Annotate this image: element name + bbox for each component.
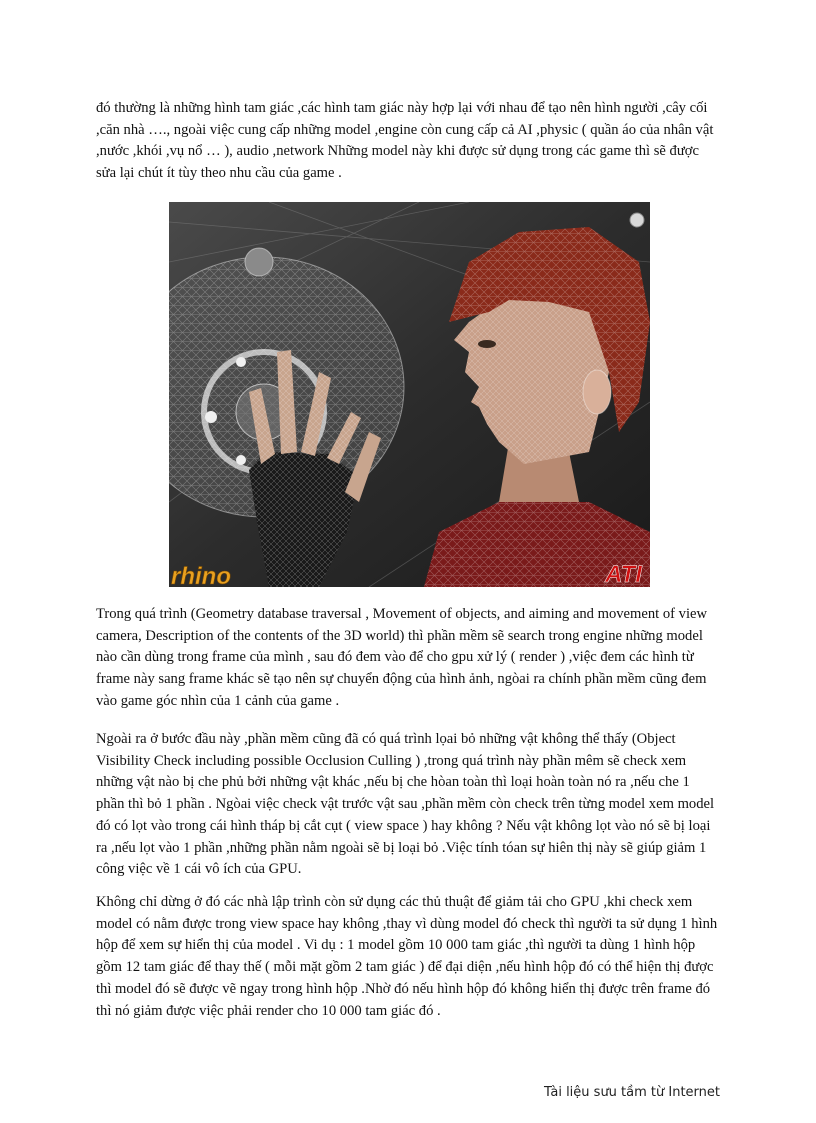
page-footer: Tài liệu sưu tầm từ Internet — [543, 1085, 720, 1100]
wireframe-figure — [169, 202, 650, 587]
rhino-logo: rhino — [171, 563, 231, 587]
paragraph-3: Ngoài ra ở bước đầu này ,phần mềm cũng đã có quá trình lọai bỏ những vật không thể thấy (Object Visibility Check including possible Occlusion Culling ) ,trong quá trình này phần mêm sẽ check xem những vật nào bị che phủ bởi những vật khác ,nếu bị che hòan toàn thì loại hoàn toàn nó ra ,nếu che 1 phần thì bỏ 1 phần . Ngòai việc check vật trước vật sau ,phần mềm còn check trên từng model xem model đó có lọt vào trong cái hình tháp bị cắt cụt ( view space ) hay không ? Nếu vật không lọt vào nó sẽ bị loại ra ,nếu lọt vào 1 phần ,những phần nằm ngoài sẽ bị loại bỏ .Việc tính tóan sự hiên thị này sẽ giúp giảm 1 công việc về 1 cái vô ích của GPU. — [96, 731, 715, 878]
paragraph-1: đó thường là những hình tam giác ,các hình tam giác này hợp lại với nhau để tạo nên hình người ,cây cối ,căn nhà …., ngoài việc cung cấp những model ,engine còn cung cấp cả AI ,physic ( quần áo của nhân vật ,nước ,khói ,vụ nổ … ), audio ,network Những model này khi được sử dụng trong các game thì sẽ được sửa lại chút ít tùy theo nhu cầu của game . — [96, 100, 714, 182]
paragraph-2: Trong quá trình (Geometry database traversal , Movement of objects, and aiming and movement of view camera, Description of the contents of the 3D world) thì phần mềm sẽ search trong engine những model nào cần dùng trong frame của mình , sau đó đem vào để cho gpu xử lý ( render ) ,việc đem các hình từ frame này sang frame khác sẽ tạo nên sự chuyển động của hình ảnh, ngòai ra chính phần mềm cũng đem vào game góc nhìn của 1 cảnh của game . — [96, 606, 708, 709]
ati-logo: ATI — [605, 561, 642, 587]
paragraph-4: Không chỉ dừng ở đó các nhà lập trình còn sử dụng các thủ thuật để giảm tải cho GPU ,khi check xem model có nằm được trong view space hay không ,thay vì dùng model đó check thì người ta sử dụng 1 hình hộp để xem sự hiển thị của model . Vi dụ : 1 model gồm 10 000 tam giác ,thì người ta dùng 1 hình hộp gồm 12 tam giác để thay thế ( mỗi mặt gồm 2 tam giác ) để đại diện ,nếu hình hộp đó có thể hiện thị được thì model đó sẽ được vẽ ngay trong hình hộp .Nhờ đó nếu hình hộp đó không hiển thị được trên frame đó thì nó giảm được việc phải render cho 10 000 tam giác đó . — [96, 894, 718, 1019]
